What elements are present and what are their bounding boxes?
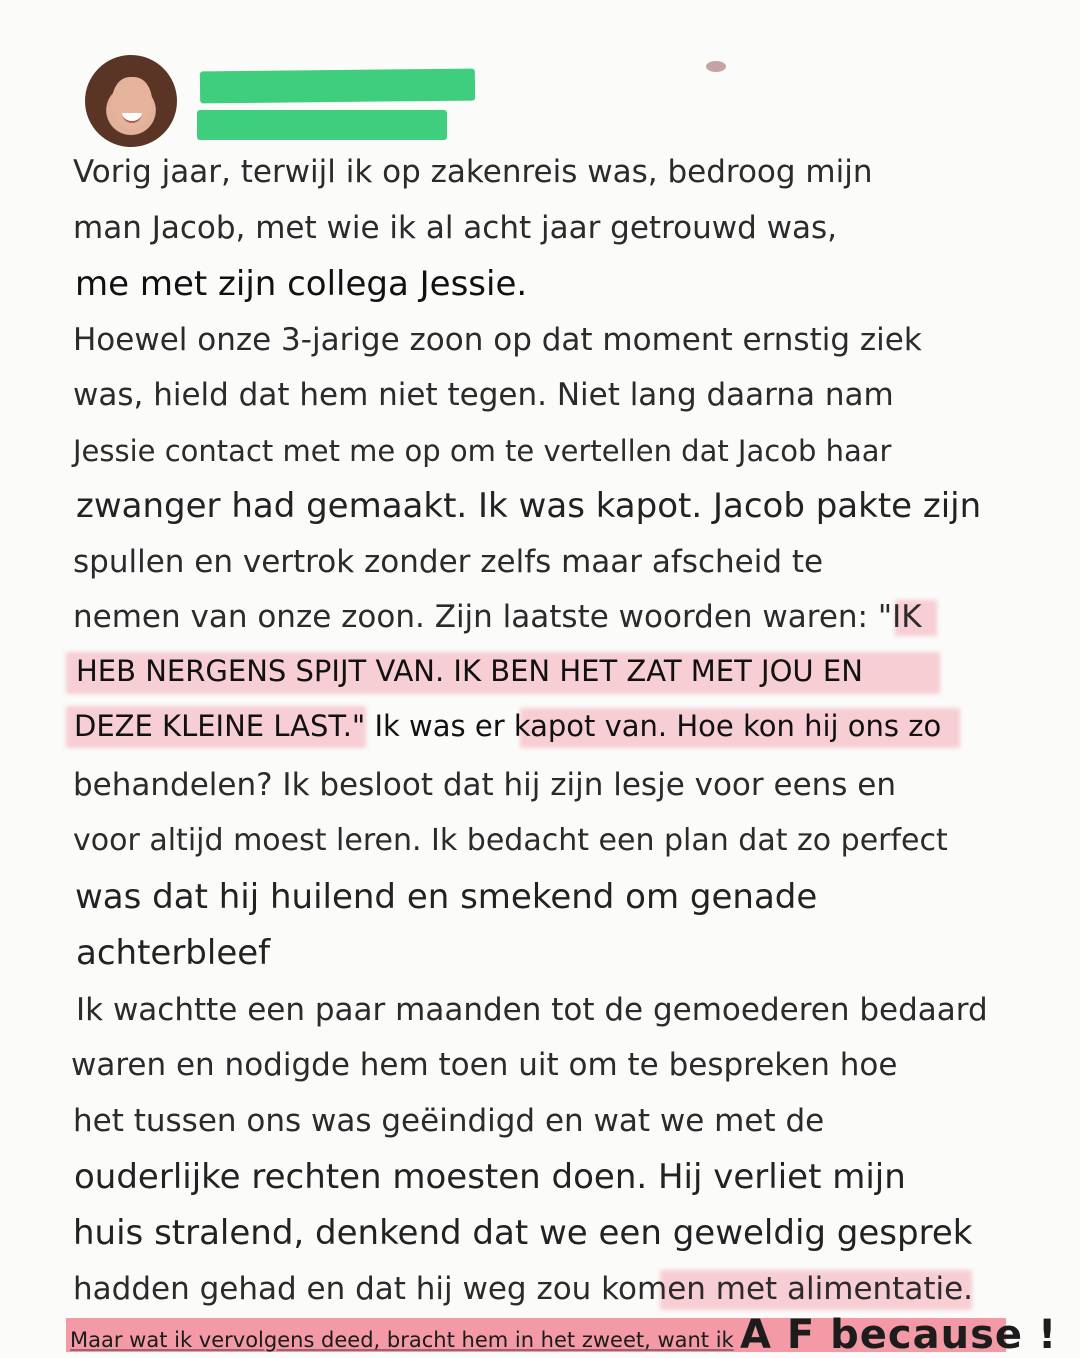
bottom-ghost-text: A F because ! xyxy=(740,1312,1058,1358)
post-line: Hoewel onze 3-jarige zoon op dat moment ernstig ziek xyxy=(73,322,922,358)
bottom-caption: Maar wat ik vervolgens deed, bracht hem in het zweet, want ik xyxy=(70,1328,734,1352)
post-line: spullen en vertrok zonder zelfs maar afscheid te xyxy=(73,544,824,580)
post-line: achterbleef xyxy=(76,933,271,973)
post-line: was dat hij huilend en smekend om genade xyxy=(75,877,818,917)
post-line: Jessie contact met me op om te vertellen dat Jacob haar xyxy=(73,434,892,468)
post-line: nemen van onze zoon. Zijn laatste woorden waren: "IK xyxy=(73,599,922,635)
post-line: DEZE KLEINE LAST." Ik was er kapot van. Hoe kon hij ons zo xyxy=(74,709,942,743)
post-line: Vorig jaar, terwijl ik op zakenreis was, bedroog mijn xyxy=(73,154,873,190)
post-line: het tussen ons was geëindigd en wat we met de xyxy=(73,1103,825,1139)
post-line: zwanger had gemaakt. Ik was kapot. Jacob pakte zijn xyxy=(76,486,982,526)
post-line: was, hield dat hem niet tegen. Niet lang daarna nam xyxy=(73,377,894,413)
image-speck xyxy=(706,61,726,72)
redacted-handle xyxy=(197,110,447,140)
post-line: me met zijn collega Jessie. xyxy=(75,264,528,304)
post-line: waren en nodigde hem toen uit om te bespreken hoe xyxy=(71,1047,898,1083)
post-line: Ik wachtte een paar maanden tot de gemoederen bedaard xyxy=(76,992,988,1028)
post-line: behandelen? Ik besloot dat hij zijn lesje voor eens en xyxy=(73,767,897,803)
avatar[interactable] xyxy=(85,55,177,147)
post-line: HEB NERGENS SPIJT VAN. IK BEN HET ZAT MET JOU EN xyxy=(76,654,863,688)
post-line: man Jacob, met wie ik al acht jaar getrouwd was, xyxy=(73,210,838,246)
post-line: voor altijd moest leren. Ik bedacht een plan dat zo perfect xyxy=(73,823,948,858)
post-line: hadden gehad en dat hij weg zou komen met alimentatie. xyxy=(73,1271,974,1307)
post-line: huis stralend, denkend dat we een geweldig gesprek xyxy=(73,1213,973,1253)
post-line: ouderlijke rechten moesten doen. Hij verliet mijn xyxy=(74,1157,906,1197)
redacted-username xyxy=(200,69,475,104)
